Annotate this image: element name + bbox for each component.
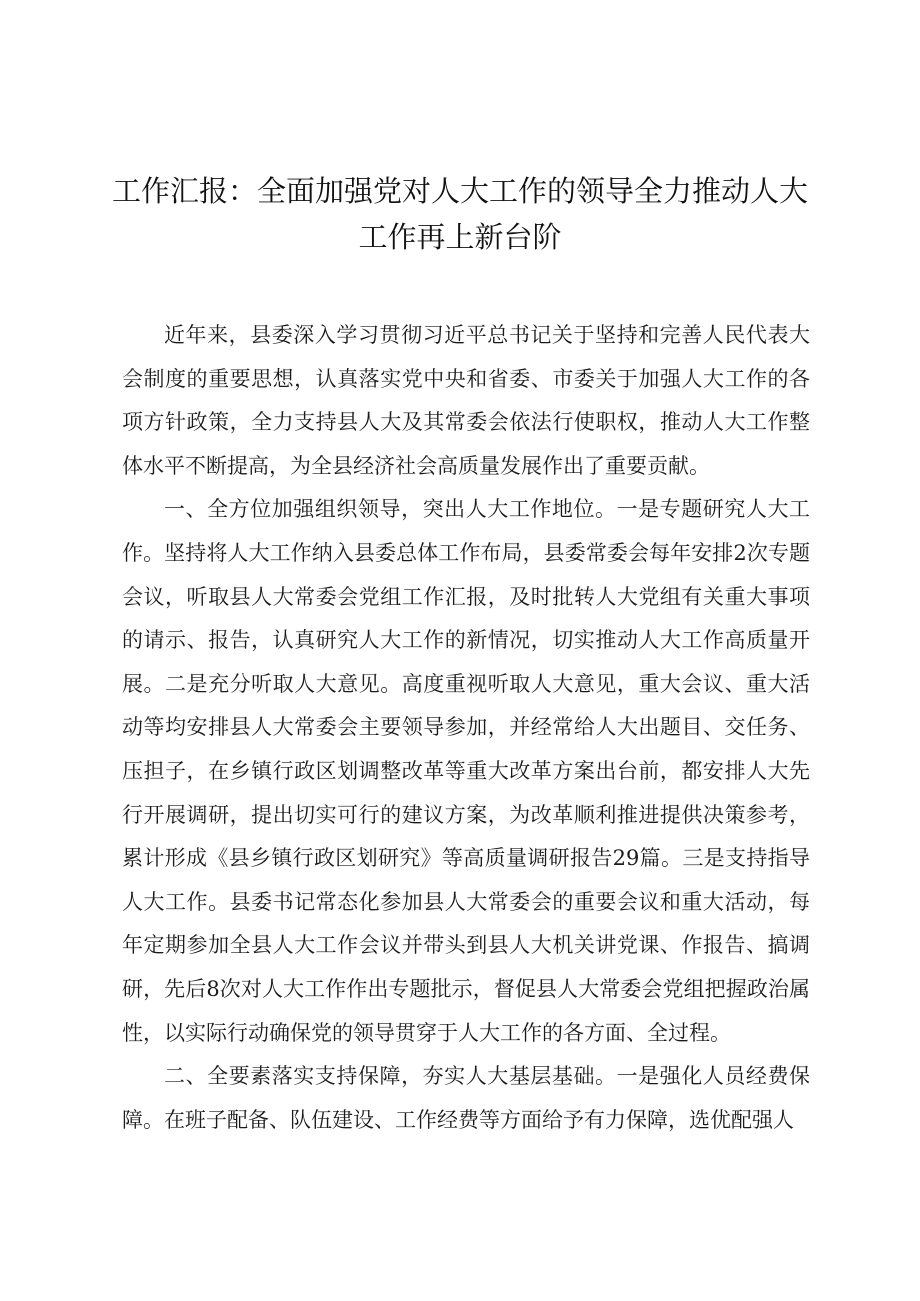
paragraph-section-2: 二、全要素落实支持保障，夯实人大基层基础。一是强化人员经费保障。在班子配备、队伍建设、工作经费等方面给予有力保障，选优配强人 xyxy=(122,1064,810,1132)
title-line-2: 工作再上新台阶 xyxy=(358,220,562,254)
paragraph-section-1: 一、全方位加强组织领导，突出人大工作地位。一是专题研究人大工作。坚持将人大工作纳入县委总体工作布局，县委常委会每年安排2次专题会议，听取县人大常委会党组工作汇报，及时批转人大党组有关重大事项的请示、报告，认真研究人大工作的新情况，切实推动人大工作高质量开展。二是充分听取人大意见。高度重视听取人大意见，重大会议、重大活动等均安排县人大常委会主要领导参加，并经常给人大出题目、交任务、压担子，在乡镇行政区划调整改革等重大改革方案出台前，都安排人大先行开展调研，提出切实可行的建议方案，为改革顺利推进提供决策参考，累计形成《县乡镇行政区划研究》等高质量调研报告29篇。三是支持指导人大工作。县委书记常态化参加县人大常委会的重要会议和重大活动，每年定期参加全县人大工作会议并带头到县人大机关讲党课、作报告、搞调研，先后8次对人大工作作出专题批示，督促县人大常委会党组把握政治属性，以实际行动确保党的领导贯穿于人大工作的各方面、全过程。 xyxy=(122,497,810,1045)
title-line-1: 工作汇报：全面加强党对人大工作的领导全力推动人大 xyxy=(111,174,808,208)
paragraph-intro: 近年来，县委深入学习贯彻习近平总书记关于坚持和完善人民代表大会制度的重要思想，认真落实党中央和省委、市委关于加强人大工作的各项方针政策，全力支持县人大及其常委会依法行使职权，推动人大工作整体水平不断提高，为全县经济社会高质量发展作出了重要贡献。 xyxy=(122,323,810,478)
document-body xyxy=(122,314,810,1142)
document-title xyxy=(100,168,820,260)
